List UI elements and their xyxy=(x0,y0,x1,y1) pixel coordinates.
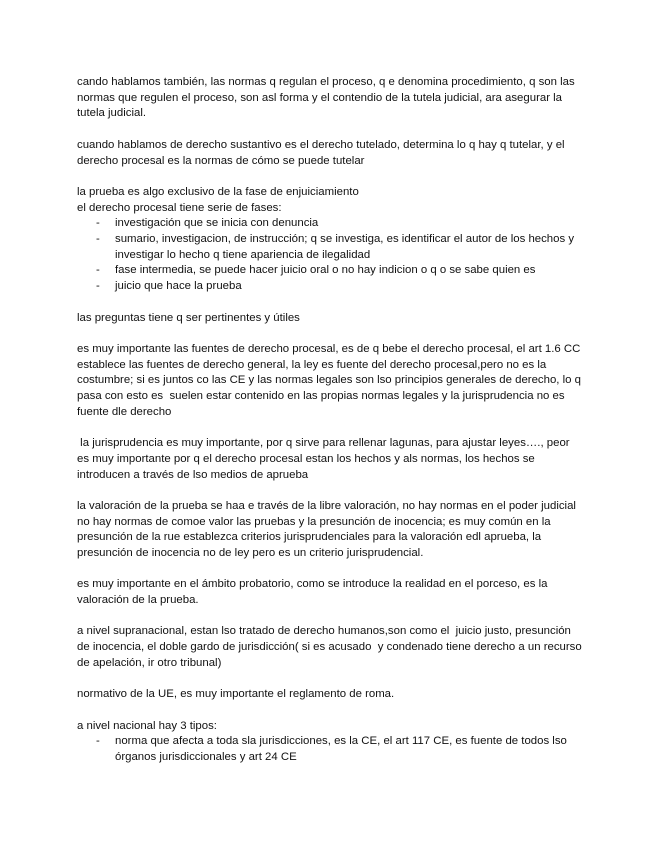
national-types-list xyxy=(77,734,582,765)
list-dash: - xyxy=(96,735,100,748)
list-item xyxy=(77,263,582,279)
procedural-phases-list xyxy=(77,216,582,295)
paragraph-probative-scope: es muy importante en el ámbito probatorio, como se introduce la realidad en el porceso, es la valoración de la prueba. xyxy=(77,578,551,607)
list-dash: - xyxy=(96,233,100,245)
paragraph-evidence-assessment: la valoración de la prueba se haa e través de la libre valoración, no hay normas en el poder judicial no hay normas de comoe valor las pruebas y la presunción de inocencia; es muy común en la presunción de la rue establezca criterios jurisprudenciales para la valoración edl aprueba, la presunción de inocencia no de ley pero es un criterio jurisprudencial. xyxy=(77,499,580,559)
list-dash: - xyxy=(96,217,100,230)
paragraph-eu-regulation: normativo de la UE, es muy importante el reglamento de roma. xyxy=(77,688,395,701)
list-dash: - xyxy=(96,280,100,293)
document-page xyxy=(77,75,585,781)
paragraph-evidence-exclusive: la prueba es algo exclusivo de la fase de enjuiciamiento xyxy=(77,185,359,198)
list-item-text: sumario, investigacion, de instrucción; q se investiga, es identificar el autor de los hechos y investigar lo hecho q tiene apariencia de ilegalidad xyxy=(115,233,575,261)
list-item-text: investigación que se inicia con denuncia xyxy=(115,217,319,230)
list-item-text: norma que afecta a toda sla jurisdicciones, es la CE, el art 117 CE, es fuente de todos lso órganos jurisdiccionales y art 24 CE xyxy=(115,735,567,764)
list-item-text: fase intermedia, se puede hacer juicio oral o no hay indicion o q o se sabe quien es xyxy=(115,264,536,277)
paragraph-questions: las preguntas tiene q ser pertinentes y útiles xyxy=(77,311,300,324)
list-item xyxy=(77,232,582,263)
paragraph-substantive-law: cuando hablamos de derecho sustantivo es el derecho tutelado, determina lo q hay q tutelar, y el derecho procesal es la normas de cómo se puede tutelar xyxy=(77,138,568,167)
paragraph-procedural-norms: cando hablamos también, las normas q regulan el proceso, q e denomina procedimiento, q son las normas que regulen el proceso, son asl forma y el contendio de la tutela judicial, ara asegurar la tutela judicial. xyxy=(77,76,578,120)
paragraph-procedural-phases-intro: el derecho procesal tiene serie de fases: xyxy=(77,201,282,214)
paragraph-jurisprudence: la jurisprudencia es muy importante, por q sirve para rellenar lagunas, para ajustar leyes…., peor es muy importante por q el derecho procesal estan los hechos y als normas, los hechos se introducen a través de lso medios de aprueba xyxy=(77,437,573,481)
list-item xyxy=(77,734,582,765)
paragraph-national-types-intro: a nivel nacional hay 3 tipos: xyxy=(77,719,217,732)
paragraph-sources-of-law: es muy importante las fuentes de derecho procesal, es de q bebe el derecho procesal, el art 1.6 CC establece las fuentes de derecho general, la ley es fuente del derecho procesal,pero no es la costumbre; si es juntos co las CE y las normas legales son lso principios generales de derecho, lo q pasa con esto es suelen estar contenido en las propias normas legales y la jurisprudencia no es fuente dle derecho xyxy=(77,342,585,418)
list-item xyxy=(77,216,582,232)
list-dash: - xyxy=(96,264,100,277)
list-item-text: juicio que hace la prueba xyxy=(115,280,242,293)
paragraph-supranational: a nivel supranacional, estan lso tratado de derecho humanos,son como el juicio justo, presunción de inocencia, el doble gardo de jurisdicción( si es acusado y condenado tiene derecho a un recurso de apelación, ir otro tribunal) xyxy=(77,625,585,669)
list-item xyxy=(77,279,582,295)
